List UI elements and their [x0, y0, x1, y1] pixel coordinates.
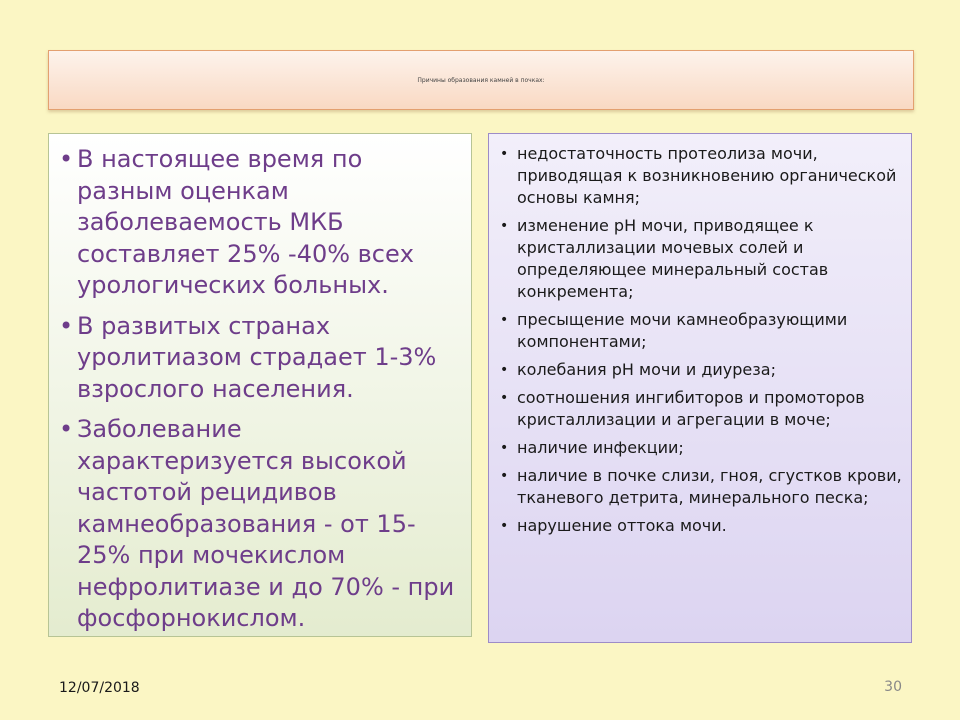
right-bullet-item: • наличие в почке слизи, гноя, сгустков крови, тканевого детрита, минерального песка;	[497, 465, 903, 509]
right-bullet-item: • недостаточность протеолиза мочи, приводящая к возникновению органической основы камня;	[497, 143, 903, 209]
left-bullet-item: • В развитых странах уролитиазом страдает 1-3% взрослого населения.	[59, 311, 459, 406]
page-number: 30	[884, 679, 902, 695]
left-bullet-item: • В настоящее время по разным оценкам заболеваемость МКБ составляет 25% -40% всех урологических больных.	[59, 144, 459, 302]
right-bullet-list	[489, 134, 911, 537]
left-bullet-item: • Заболевание характеризуется высокой частотой рецидивов камнеобразования - от 15-25% при мочекислом нефролитиазе и до 70% - при фосфорнокислом.	[59, 414, 459, 635]
right-bullet-item: • нарушение оттока мочи.	[497, 515, 903, 537]
left-bullet-list	[49, 134, 471, 635]
right-bullet-item: • соотношения ингибиторов и промоторов кристаллизации и агрегации в моче;	[497, 387, 903, 431]
right-bullet-item: • пресыщение мочи камнеобразующими компонентами;	[497, 309, 903, 353]
right-bullet-item: • наличие инфекции;	[497, 437, 903, 459]
right-text-box	[488, 133, 912, 643]
right-bullet-item: • изменение рН мочи, приводящее к кристаллизации мочевых солей и определяющее минеральный состав конкремента;	[497, 215, 903, 303]
left-text-box	[48, 133, 472, 637]
slide-title: Причины образования камней в почках:	[417, 76, 545, 84]
right-bullet-item: • колебания рН мочи и диуреза;	[497, 359, 903, 381]
title-box	[48, 50, 914, 110]
footer-date: 12/07/2018	[59, 680, 140, 696]
